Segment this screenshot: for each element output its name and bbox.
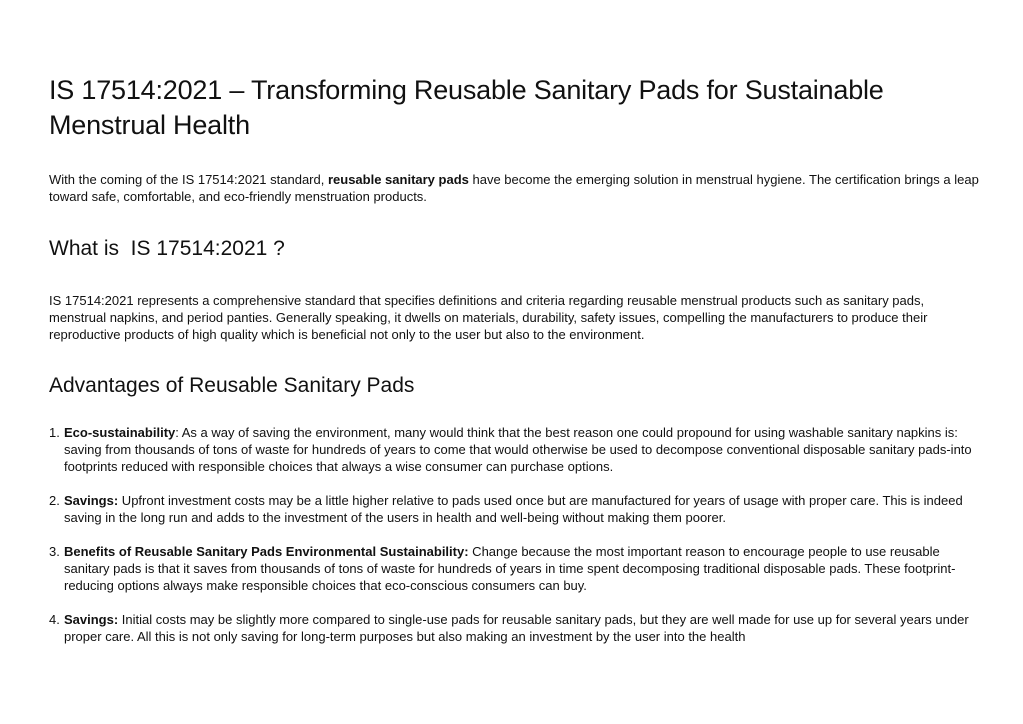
section-what-body: IS 17514:2021 represents a comprehensive standard that specifies definitions and criteria regarding reusable menstrual products such as sanitary pads, menstrual napkins, and period panties. Generally speaking, it dwells on materials, durability, safety issues, compelling the manufacturers to produce their reproductive products of high quality which is beneficial not only to the user but also to the environment. — [49, 293, 928, 342]
section-heading-advantages: Advantages of Reusable Sanitary Pads — [49, 374, 415, 397]
intro-text-after: have become the emerging solution in menstrual hygiene. The certification brings a leap toward safe, comfortable, and eco-friendly menstruation products. — [49, 172, 979, 204]
intro-keyword-link: reusable sanitary pads — [327, 172, 469, 187]
list-item — [49, 424, 979, 475]
list-item — [49, 611, 979, 645]
list-item-text: : As a way of saving the environment, many would think that the best reason one could propound for using washable sanitary napkins is: saving from thousands of tons of waste for hundreds of years to come that would otherwise be used to decompose conventional disposable sanitary pads-into footprints reduced with responsible choices that always a wise consumer can purchase options. — [64, 425, 972, 474]
intro-paragraph — [49, 171, 979, 205]
list-item-title: Savings: — [64, 612, 119, 627]
list-item-number: 1. — [49, 425, 60, 440]
list-item-title: Eco-sustainability — [64, 425, 176, 440]
list-item-number: 2. — [49, 493, 60, 508]
list-item-text: Initial costs may be slightly more compared to single-use pads for reusable sanitary pads, but they are well made for use up for several years under proper care. All this is not only saving for long-term purposes but also making an investment by the user into the health — [64, 612, 969, 644]
list-item-number: 3. — [49, 544, 60, 559]
list-item-text: Upfront investment costs may be a little higher relative to pads used once but are manufactured for years of usage with proper care. This is indeed saving in the long run and adds to the investment of the users in health and well-being without making them poorer. — [64, 493, 963, 525]
list-item — [49, 492, 979, 526]
list-item-number: 4. — [49, 612, 60, 627]
list-item-title: Benefits of Reusable Sanitary Pads Environmental Sustainability: — [64, 544, 469, 559]
list-item-title: Savings: — [64, 493, 119, 508]
section-heading-what: What is IS 17514:2021 ? — [49, 237, 285, 260]
list-item — [49, 543, 979, 594]
page-title: IS 17514:2021 – Transforming Reusable Sanitary Pads for Sustainable Menstrual Health — [49, 75, 884, 140]
list-item-text: Change because the most important reason to encourage people to use reusable sanitary pads is that it saves from thousands of tons of waste for hundreds of years in time spent decomposing traditional disposable pads. These footprint-reducing options always make responsible choices that eco-conscious consumers can buy. — [64, 544, 956, 593]
intro-text-before: With the coming of the IS 17514:2021 standard, — [49, 172, 328, 187]
advantages-list — [49, 424, 979, 662]
